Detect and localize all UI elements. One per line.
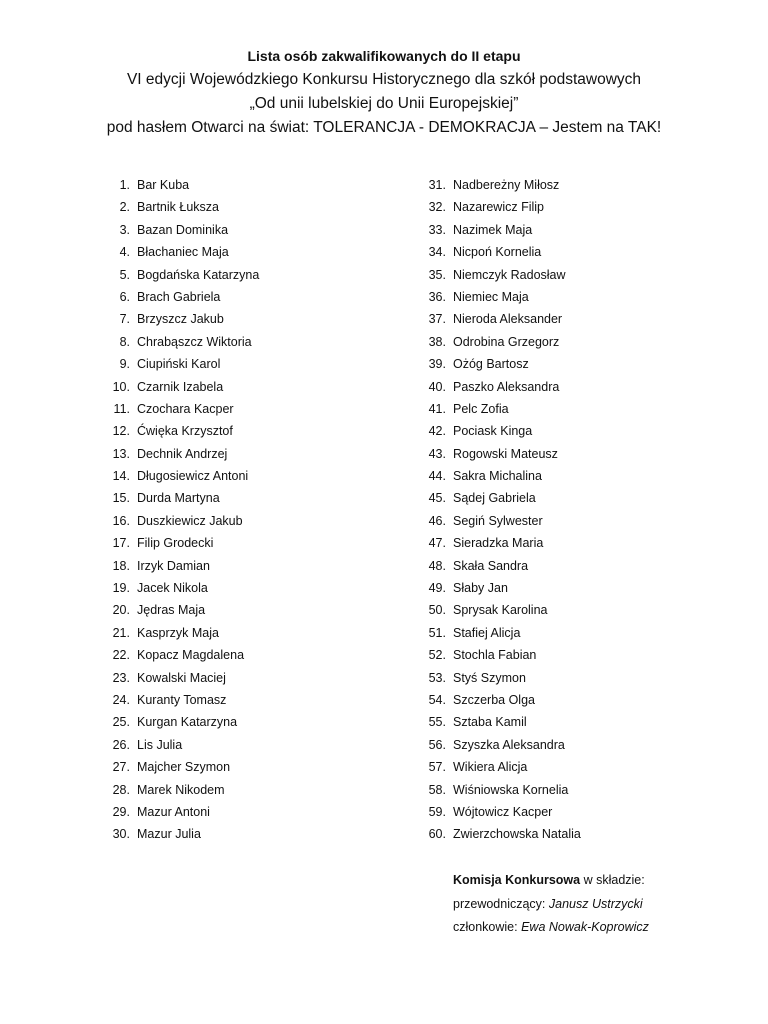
document-title: Lista osób zakwalifikowanych do II etapu	[247, 48, 521, 64]
list-item-name: Filip Grodecki	[137, 536, 214, 551]
list-item-name: Bar Kuba	[137, 178, 190, 192]
list-item-name: Sądej Gabriela	[453, 491, 536, 506]
list-item-number: 40.	[428, 379, 446, 394]
list-item-number: 14.	[112, 469, 130, 484]
list-item	[100, 577, 400, 599]
committee-heading-line	[453, 869, 649, 893]
list-item-name: Marek Nikodem	[137, 782, 225, 797]
list-item-name: Stochla Fabian	[453, 648, 537, 663]
list-item	[100, 376, 400, 398]
list-item-number: 12.	[112, 424, 130, 439]
list-item	[416, 264, 736, 286]
list-item-name: Duszkiewicz Jakub	[137, 513, 243, 528]
list-item	[100, 779, 400, 801]
chair-label: przewodniczący:	[453, 896, 549, 911]
list-item-name: Bogdańska Katarzyna	[137, 267, 260, 282]
list-item-number: 38.	[428, 334, 446, 349]
list-item	[416, 174, 736, 196]
list-item	[100, 801, 400, 823]
list-item-number: 10.	[112, 379, 130, 394]
list-item-name: Dechnik Andrzej	[137, 446, 228, 461]
list-item-number: 18.	[112, 558, 130, 573]
list-item-number: 30.	[112, 827, 130, 842]
list-item-number: 21.	[112, 625, 130, 640]
list-item	[100, 420, 400, 442]
list-item-name: Stafiej Alicja	[453, 625, 521, 640]
committee-members-line	[453, 916, 649, 940]
list-item-number: 9.	[119, 357, 130, 372]
list-item-name: Nazimek Maja	[453, 222, 533, 237]
list-item-number: 19.	[112, 581, 130, 596]
list-item-name: Czarnik Izabela	[137, 379, 224, 394]
list-item	[100, 308, 400, 330]
list-item-name: Styś Szymon	[453, 670, 526, 685]
committee-heading: Komisja Konkursowa	[453, 873, 581, 887]
list-item-name: Irzyk Damian	[137, 558, 210, 573]
list-item-name: Kurgan Katarzyna	[137, 715, 238, 730]
list-item-name: Sieradzka Maria	[453, 536, 544, 551]
list-item	[100, 443, 400, 465]
list-item	[100, 599, 400, 621]
list-item-number: 25.	[112, 715, 130, 730]
list-item-name: Słaby Jan	[453, 581, 508, 596]
list-item-name: Durda Martyna	[137, 491, 220, 506]
list-item-number: 45.	[428, 491, 446, 506]
list-item-name: Czochara Kacper	[137, 401, 234, 416]
list-item-number: 22.	[112, 648, 130, 663]
list-item-name: Paszko Aleksandra	[453, 379, 560, 394]
list-item	[100, 510, 400, 532]
list-item-number: 15.	[112, 491, 130, 506]
list-item-name: Ciupiński Karol	[137, 357, 221, 372]
list-item-number: 37.	[428, 312, 446, 327]
list-item-name: Nicpoń Kornelia	[453, 245, 542, 260]
list-item	[100, 532, 400, 554]
list-item-name: Szyszka Aleksandra	[453, 737, 565, 752]
list-item-number: 34.	[428, 245, 446, 260]
committee-chair-line	[453, 893, 649, 917]
list-item-number: 3.	[119, 222, 130, 237]
list-item-number: 5.	[119, 267, 130, 282]
list-item-number: 27.	[112, 760, 130, 775]
list-item-name: Ożóg Bartosz	[453, 357, 529, 372]
list-item-number: 35.	[428, 267, 446, 282]
list-item	[416, 331, 736, 353]
contest-theme: „Od unii lubelskiej do Unii Europejskiej”	[249, 95, 519, 112]
list-item-name: Niemiec Maja	[453, 289, 529, 304]
list-item-name: Jędras Maja	[137, 603, 206, 618]
list-item-number: 49.	[428, 581, 446, 596]
list-item	[100, 174, 400, 196]
members-names: Ewa Nowak-Koprowicz	[521, 920, 649, 934]
list-item	[416, 599, 736, 621]
document-header	[0, 44, 768, 140]
list-item-name: Szczerba Olga	[453, 692, 535, 707]
list-item-name: Rogowski Mateusz	[453, 446, 558, 461]
list-item	[100, 219, 400, 241]
list-item-name: Wiśniowska Kornelia	[453, 782, 569, 797]
list-item-number: 42.	[428, 424, 446, 439]
list-item-number: 48.	[428, 558, 446, 573]
list-item-name: Pelc Zofia	[453, 401, 509, 416]
list-item	[416, 555, 736, 577]
list-item-name: Niemczyk Radosław	[453, 267, 566, 282]
list-item-name: Sztaba Kamil	[453, 715, 527, 730]
list-item	[100, 644, 400, 666]
list-item-number: 33.	[428, 222, 446, 237]
list-item	[416, 443, 736, 465]
members-label: członkowie:	[453, 920, 522, 934]
participants-list-right	[416, 174, 736, 846]
list-item-name: Nieroda Aleksander	[453, 312, 563, 327]
list-item-name: Mazur Antoni	[137, 804, 210, 819]
list-item	[100, 756, 400, 778]
list-item-name: Sprysak Karolina	[453, 603, 548, 618]
list-item-name: Lis Julia	[137, 737, 183, 752]
list-item-name: Skała Sandra	[453, 558, 529, 573]
list-item-name: Pociask Kinga	[453, 424, 533, 439]
list-item-name: Segiń Sylwester	[453, 513, 543, 528]
list-item-number: 56.	[428, 737, 446, 752]
list-item	[100, 264, 400, 286]
committee-block	[453, 869, 649, 940]
list-item-name: Odrobina Grzegorz	[453, 334, 560, 349]
list-item	[416, 420, 736, 442]
list-item-name: Mazur Julia	[137, 827, 201, 842]
list-item-name: Nazarewicz Filip	[453, 200, 544, 215]
list-item-number: 47.	[428, 536, 446, 551]
list-item	[416, 667, 736, 689]
list-item-number: 51.	[428, 625, 446, 640]
list-item-name: Długosiewicz Antoni	[137, 469, 249, 484]
list-item	[416, 823, 736, 845]
list-item-number: 6.	[119, 289, 130, 304]
list-item-number: 26.	[112, 737, 130, 752]
list-item	[416, 734, 736, 756]
list-item-number: 11.	[113, 401, 130, 416]
list-item-name: Majcher Szymon	[137, 760, 231, 775]
list-item-number: 23.	[112, 670, 130, 685]
list-item-number: 54.	[428, 692, 446, 707]
list-item-number: 29.	[112, 804, 130, 819]
contest-motto: pod hasłem Otwarci na świat: TOLERANCJA - DEMOKRACJA – Jestem na TAK!	[106, 119, 662, 136]
list-item	[416, 711, 736, 733]
list-item	[416, 487, 736, 509]
list-item	[416, 756, 736, 778]
list-item	[416, 398, 736, 420]
list-item	[416, 779, 736, 801]
list-item	[416, 219, 736, 241]
list-item-name: Brzyszcz Jakub	[137, 312, 224, 327]
list-item	[100, 241, 400, 263]
list-item-number: 31.	[428, 178, 446, 192]
list-item	[416, 308, 736, 330]
list-item	[100, 353, 400, 375]
list-item-number: 43.	[428, 446, 446, 461]
committee-heading-suffix: w składzie:	[580, 873, 645, 887]
list-item-number: 36.	[428, 289, 446, 304]
list-item-name: Kasprzyk Maja	[137, 625, 219, 640]
list-item	[416, 196, 736, 218]
list-item	[416, 644, 736, 666]
list-item-number: 52.	[428, 648, 446, 663]
list-item-number: 2.	[119, 200, 130, 215]
list-item-number: 17.	[112, 536, 130, 551]
list-item	[100, 465, 400, 487]
list-item	[100, 734, 400, 756]
list-item-name: Bartnik Łuksza	[137, 200, 219, 215]
list-item-name: Sakra Michalina	[453, 469, 542, 484]
list-item-number: 24.	[112, 692, 130, 707]
list-item-number: 59.	[428, 804, 446, 819]
list-item-number: 16.	[112, 513, 130, 528]
list-item-number: 41.	[428, 401, 446, 416]
list-item	[416, 286, 736, 308]
edition-line: VI edycji Wojewódzkiego Konkursu Historycznego dla szkół podstawowych	[126, 71, 642, 88]
list-item	[100, 555, 400, 577]
list-item	[100, 331, 400, 353]
list-item	[416, 532, 736, 554]
list-item-number: 28.	[112, 782, 130, 797]
list-item-name: Nadbereżny Miłosz	[453, 178, 560, 192]
list-item-number: 20.	[112, 603, 130, 618]
list-item-name: Brach Gabriela	[137, 289, 221, 304]
list-item-number: 8.	[119, 334, 130, 349]
list-item-number: 57.	[428, 760, 446, 775]
list-item-number: 46.	[428, 513, 446, 528]
list-item-number: 39.	[428, 357, 446, 372]
list-item-name: Kuranty Tomasz	[137, 692, 227, 707]
list-item	[100, 711, 400, 733]
list-item-name: Wójtowicz Kacper	[453, 804, 553, 819]
list-item	[416, 465, 736, 487]
list-item	[416, 510, 736, 532]
list-item-number: 7.	[119, 312, 130, 327]
participants-list-left	[100, 174, 400, 846]
list-item-name: Zwierzchowska Natalia	[453, 827, 581, 842]
list-item	[100, 196, 400, 218]
list-item-number: 1.	[119, 178, 130, 192]
list-item	[416, 241, 736, 263]
list-item-number: 50.	[428, 603, 446, 618]
list-item	[416, 353, 736, 375]
list-item	[100, 398, 400, 420]
list-item-number: 58.	[428, 782, 446, 797]
list-item	[100, 487, 400, 509]
list-item-name: Bazan Dominika	[137, 222, 229, 237]
list-item-name: Błachaniec Maja	[137, 245, 229, 260]
list-item-name: Jacek Nikola	[137, 581, 208, 596]
list-item	[416, 622, 736, 644]
list-item	[100, 823, 400, 845]
list-item	[100, 286, 400, 308]
list-item-number: 13.	[112, 446, 130, 461]
list-item	[416, 689, 736, 711]
list-item-number: 60.	[428, 827, 446, 842]
list-item-name: Kowalski Maciej	[137, 670, 226, 685]
list-item	[416, 801, 736, 823]
list-item-number: 55.	[428, 715, 446, 730]
list-item	[100, 689, 400, 711]
list-item	[416, 577, 736, 599]
list-item	[416, 376, 736, 398]
list-item-name: Chrabąszcz Wiktoria	[137, 334, 252, 349]
list-item-name: Wikiera Alicja	[453, 760, 528, 775]
list-item-number: 32.	[428, 200, 446, 215]
list-item-name: Kopacz Magdalena	[137, 648, 245, 663]
list-item-name: Ćwięka Krzysztof	[137, 424, 233, 439]
list-item-number: 53.	[428, 670, 446, 685]
chair-name: Janusz Ustrzycki	[548, 896, 643, 911]
list-item	[100, 622, 400, 644]
list-item-number: 4.	[119, 245, 130, 260]
list-item-number: 44.	[428, 469, 446, 484]
list-item	[100, 667, 400, 689]
